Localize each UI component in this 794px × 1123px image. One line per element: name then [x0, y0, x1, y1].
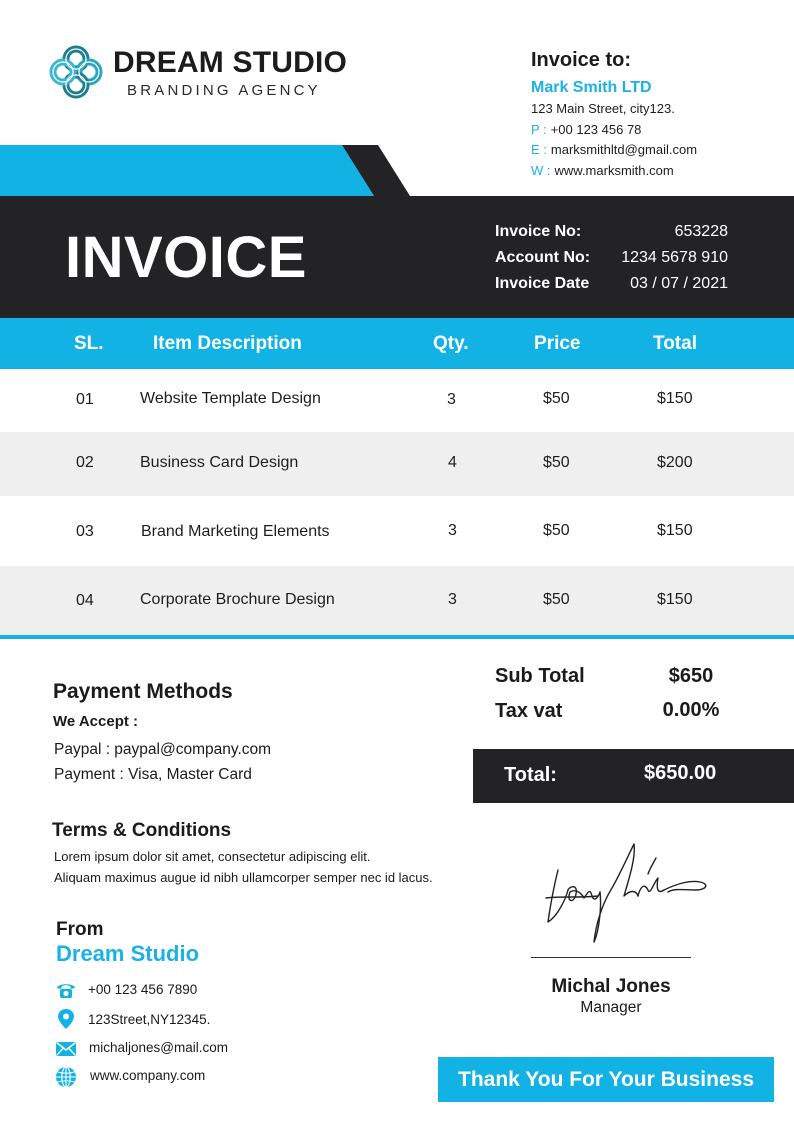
phone-icon	[55, 979, 77, 1001]
row-qty: 3	[448, 522, 457, 539]
signatory-role: Manager	[580, 999, 642, 1016]
row-price: $50	[543, 454, 570, 471]
client-web: www.marksmith.com	[554, 163, 674, 178]
row-total: $200	[657, 454, 693, 471]
row-sl: 03	[76, 523, 94, 540]
tax-value: 0.00%	[662, 699, 720, 721]
col-header-total: Total	[653, 333, 697, 354]
account-no-label: Account No:	[495, 249, 591, 266]
terms-title: Terms & Conditions	[52, 820, 232, 841]
from-label: From	[56, 919, 104, 940]
tax-label: Tax vat	[495, 700, 563, 722]
invoice-no-value: 653228	[674, 223, 728, 240]
globe-icon	[55, 1066, 77, 1088]
client-phone: +00 123 456 78	[550, 122, 642, 137]
invoice-date-label: Invoice Date	[495, 275, 590, 292]
mail-icon	[55, 1038, 77, 1060]
client-web-row	[531, 163, 674, 178]
total-label: Total:	[504, 764, 557, 786]
total-value: $650.00	[644, 762, 717, 784]
invoice-no-label: Invoice No:	[495, 223, 582, 240]
invoice-title: INVOICE	[65, 225, 307, 290]
row-sl: 01	[76, 391, 94, 408]
client-phone-row	[531, 122, 641, 137]
header-accent-band	[0, 145, 420, 196]
contact-email: michaljones@mail.com	[89, 1040, 228, 1055]
brand-tagline: BRANDING AGENCY	[127, 82, 321, 99]
contact-address: 123Street,NY12345.	[88, 1012, 211, 1027]
payment-cards: Payment : Visa, Master Card	[54, 766, 252, 783]
row-price: $50	[543, 591, 570, 608]
row-description: Corporate Brochure Design	[140, 591, 335, 608]
col-header-price: Price	[534, 333, 581, 354]
contact-phone: +00 123 456 7890	[88, 982, 198, 997]
client-company: Mark Smith LTD	[531, 79, 652, 96]
terms-line: Lorem ipsum dolor sit amet, consectetur adipiscing elit.	[54, 849, 371, 864]
row-description: Brand Marketing Elements	[141, 523, 330, 540]
client-email-row	[531, 142, 697, 157]
invoice-date-value: 03 / 07 / 2021	[630, 275, 728, 292]
payment-methods-title: Payment Methods	[53, 680, 233, 703]
row-sl: 04	[76, 592, 94, 609]
table-bottom-rule	[0, 635, 794, 639]
email-key: E :	[531, 142, 547, 157]
payment-paypal: Paypal : paypal@company.com	[54, 741, 272, 758]
we-accept-label: We Accept :	[53, 713, 139, 730]
brand-name: DREAM STUDIO	[113, 46, 348, 79]
account-no-value: 1234 5678 910	[621, 249, 728, 266]
row-description: Website Template Design	[140, 390, 321, 407]
terms-line: Aliquam maximus augue id nibh ullamcorper semper nec id lacus.	[54, 870, 433, 885]
row-qty: 3	[447, 391, 456, 408]
row-sl: 02	[76, 454, 94, 471]
contact-website: www.company.com	[90, 1068, 206, 1083]
subtotal-value: $650	[668, 665, 714, 687]
from-name: Dream Studio	[56, 941, 200, 966]
row-total: $150	[657, 522, 693, 539]
col-header-qty: Qty.	[433, 333, 469, 354]
client-address: 123 Main Street, city123.	[531, 101, 675, 116]
row-total: $150	[657, 591, 693, 608]
invoice-to-heading: Invoice to:	[531, 49, 632, 71]
col-header-sl: SL.	[74, 333, 104, 354]
row-qty: 3	[448, 591, 457, 608]
row-description: Business Card Design	[140, 454, 299, 471]
signatory-name: Michal Jones	[551, 976, 671, 997]
row-total: $150	[657, 390, 693, 407]
signature-line	[531, 957, 691, 958]
location-pin-icon	[55, 1008, 77, 1030]
row-price: $50	[543, 522, 570, 539]
thank-you-banner: Thank You For Your Business	[438, 1057, 774, 1102]
col-header-description: Item Description	[153, 333, 302, 354]
client-email: marksmithltd@gmail.com	[550, 142, 698, 157]
interlocking-rings-logo-icon	[46, 42, 106, 102]
handwritten-signature	[540, 838, 715, 948]
phone-key: P :	[531, 122, 547, 137]
row-price: $50	[543, 390, 570, 407]
web-key: W :	[531, 163, 551, 178]
subtotal-label: Sub Total	[495, 665, 585, 687]
row-qty: 4	[448, 454, 457, 471]
